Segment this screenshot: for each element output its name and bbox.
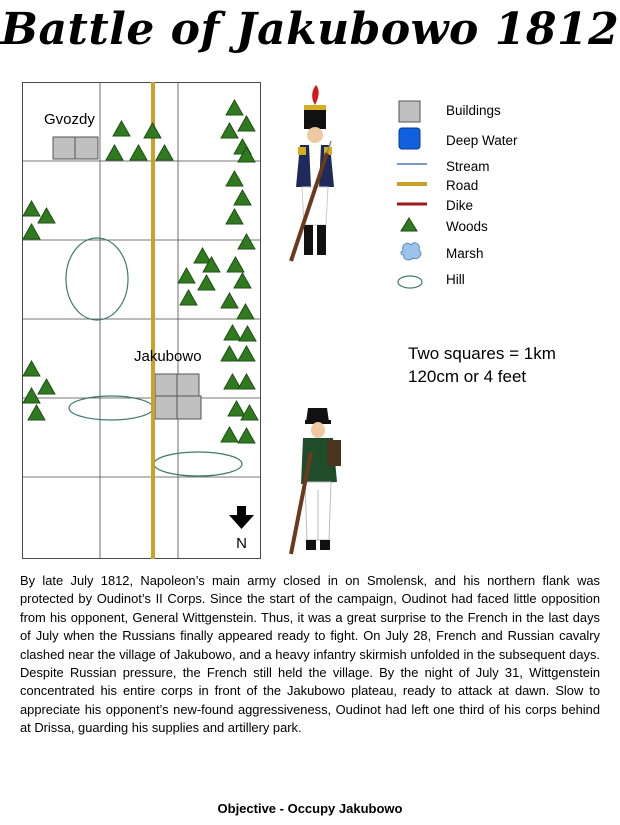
legend-marsh: Marsh [446, 246, 484, 261]
historical-narrative: By late July 1812, Napoleon’s main army closed in on Smolensk, and his northern flank was protected by Oudinot’s II Corps. Since the start of the campaign, Oudinot had faced little opposition from his opponent, General Wittgenstein. Thus, it was a great surprise to the French in the last days of July when the Russians finally appeared ready to fight. On July 28, French and Russian cavalry clashed near the village of Jakubowo, and a heavy infantry skirmish unfolded in the subsequent days. Despite Russian pressure, the French still held the village. By the night of July 31, Wittgenstein concentrated his entire corps in front of the Jakubowo plateau, ready to attack at dawn. Slow to appreciate his opponent’s new-found aggressiveness, Oudinot had left one third of his corps behind at Drissa, guarding his supplies and artillery park. [20, 573, 600, 736]
french-soldier-illustration [283, 83, 343, 263]
buildings-swatch [399, 101, 420, 122]
hill-west [66, 238, 128, 320]
legend-hill: Hill [446, 272, 465, 287]
legend-road: Road [446, 178, 479, 193]
scale-line-1: Two squares = 1km [408, 344, 556, 363]
legend-buildings: Buildings [446, 103, 501, 118]
marsh-swatch [401, 243, 421, 260]
russian-soldier-illustration [283, 400, 348, 560]
hill-swatch [398, 276, 422, 288]
legend-woods: Woods [446, 219, 488, 234]
hill-center [69, 396, 153, 420]
legend-deep-water: Deep Water [446, 133, 518, 148]
place-label-jakubowo: Jakubowo [134, 348, 202, 365]
battle-map [22, 82, 262, 559]
hill-south [154, 452, 242, 476]
road [151, 82, 155, 559]
woods-swatch [401, 218, 417, 231]
legend-dike: Dike [446, 198, 474, 213]
scenario-objective: Objective - Occupy Jakubowo [217, 801, 403, 816]
scale-line-2: 120cm or 4 feet [408, 367, 527, 386]
legend-stream: Stream [446, 159, 490, 174]
north-label: N [236, 535, 247, 552]
buildings-jakubowo [155, 374, 201, 419]
north-arrow-icon [229, 506, 254, 529]
buildings-gvozdy [53, 137, 98, 159]
page-title: Battle of Jakubowo 1812 [0, 4, 620, 55]
place-label-gvozdy: Gvozdy [44, 111, 95, 128]
deep-water-swatch [399, 128, 420, 149]
